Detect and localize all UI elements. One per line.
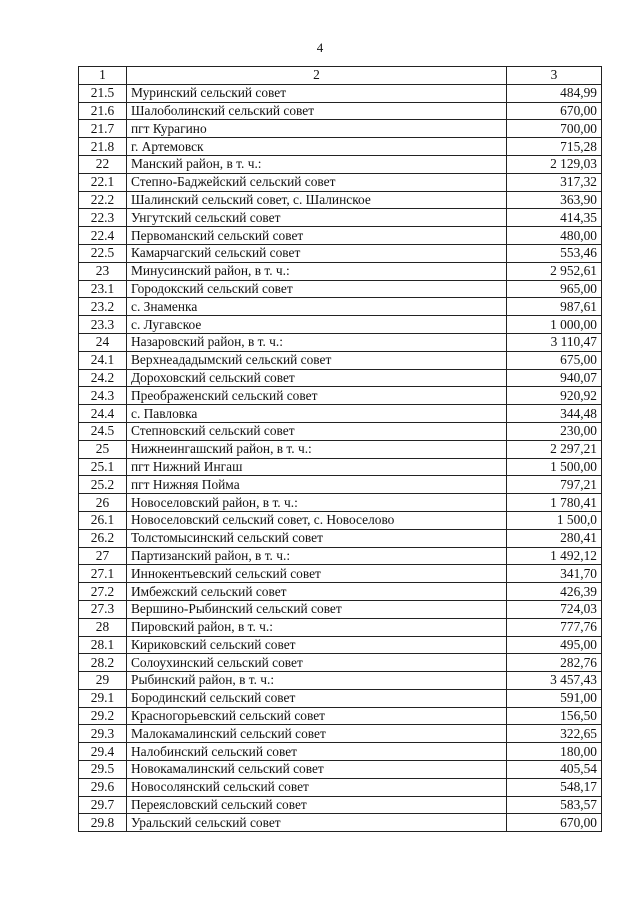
- row-name: Камарчагский сельский совет: [127, 244, 507, 262]
- table-row: [79, 191, 602, 209]
- row-name: с. Лугавское: [127, 316, 507, 334]
- row-number: 28.1: [79, 636, 127, 654]
- row-name: Пировский район, в т. ч.:: [127, 618, 507, 636]
- table-row: [79, 743, 602, 761]
- row-value: 363,90: [507, 191, 602, 209]
- row-number: 27: [79, 547, 127, 565]
- row-name: пгт Курагино: [127, 120, 507, 138]
- row-number: 24.3: [79, 387, 127, 405]
- row-number: 25: [79, 440, 127, 458]
- row-name: Новосолянский сельский совет: [127, 778, 507, 796]
- row-number: 23.1: [79, 280, 127, 298]
- table-row: [79, 120, 602, 138]
- table-row: [79, 778, 602, 796]
- row-name: Вершино-Рыбинский сельский совет: [127, 600, 507, 618]
- row-name: с. Павловка: [127, 405, 507, 423]
- row-value: 724,03: [507, 600, 602, 618]
- table-row: [79, 476, 602, 494]
- row-number: 24.1: [79, 351, 127, 369]
- row-name: с. Знаменка: [127, 298, 507, 316]
- row-value: 3 110,47: [507, 333, 602, 351]
- row-value: 3 457,43: [507, 672, 602, 690]
- table-row: [79, 369, 602, 387]
- table-row: [79, 422, 602, 440]
- table-row: [79, 84, 602, 102]
- row-name: Верхнеададымский сельский совет: [127, 351, 507, 369]
- table-header: [79, 67, 602, 85]
- row-number: 22.3: [79, 209, 127, 227]
- row-value: 495,00: [507, 636, 602, 654]
- row-name: Иннокентьевский сельский совет: [127, 565, 507, 583]
- table-row: [79, 333, 602, 351]
- row-name: Переясловский сельский совет: [127, 796, 507, 814]
- row-name: Рыбинский район, в т. ч.:: [127, 672, 507, 690]
- row-number: 21.5: [79, 84, 127, 102]
- row-number: 22.5: [79, 244, 127, 262]
- row-value: 670,00: [507, 102, 602, 120]
- table-row: [79, 689, 602, 707]
- row-number: 29.8: [79, 814, 127, 832]
- row-name: Шалоболинский сельский совет: [127, 102, 507, 120]
- row-name: г. Артемовск: [127, 138, 507, 156]
- row-value: 591,00: [507, 689, 602, 707]
- row-value: 344,48: [507, 405, 602, 423]
- row-value: 553,46: [507, 244, 602, 262]
- row-number: 22.1: [79, 173, 127, 191]
- data-table: [78, 66, 602, 832]
- table-row: [79, 227, 602, 245]
- row-number: 21.8: [79, 138, 127, 156]
- row-value: 280,41: [507, 529, 602, 547]
- row-value: 715,28: [507, 138, 602, 156]
- row-value: 322,65: [507, 725, 602, 743]
- row-value: 1 780,41: [507, 494, 602, 512]
- row-value: 341,70: [507, 565, 602, 583]
- table-row: [79, 511, 602, 529]
- table-row: [79, 458, 602, 476]
- row-number: 29.3: [79, 725, 127, 743]
- row-number: 22.2: [79, 191, 127, 209]
- table-row: [79, 600, 602, 618]
- row-number: 27.1: [79, 565, 127, 583]
- table-row: [79, 209, 602, 227]
- table-row: [79, 351, 602, 369]
- row-name: Малокамалинский сельский совет: [127, 725, 507, 743]
- row-name: Унгутский сельский совет: [127, 209, 507, 227]
- row-value: 797,21: [507, 476, 602, 494]
- header-col-3: 3: [507, 67, 602, 85]
- row-name: Дороховский сельский совет: [127, 369, 507, 387]
- row-number: 26.2: [79, 529, 127, 547]
- table-row: [79, 102, 602, 120]
- table-row: [79, 761, 602, 779]
- row-value: 230,00: [507, 422, 602, 440]
- row-value: 700,00: [507, 120, 602, 138]
- row-number: 23.3: [79, 316, 127, 334]
- table-row: [79, 796, 602, 814]
- table-body: [79, 84, 602, 831]
- row-name: пгт Нижний Ингаш: [127, 458, 507, 476]
- table-row: [79, 405, 602, 423]
- row-number: 29.6: [79, 778, 127, 796]
- row-value: 548,17: [507, 778, 602, 796]
- row-name: Муринский сельский совет: [127, 84, 507, 102]
- row-value: 426,39: [507, 583, 602, 601]
- header-row: [79, 67, 602, 85]
- row-name: Кириковский сельский совет: [127, 636, 507, 654]
- row-number: 29.2: [79, 707, 127, 725]
- table-row: [79, 707, 602, 725]
- row-number: 27.2: [79, 583, 127, 601]
- row-value: 2 952,61: [507, 262, 602, 280]
- table-row: [79, 387, 602, 405]
- row-name: Красногорьевский сельский совет: [127, 707, 507, 725]
- table-row: [79, 583, 602, 601]
- row-name: Городокский сельский совет: [127, 280, 507, 298]
- row-value: 965,00: [507, 280, 602, 298]
- table-row: [79, 565, 602, 583]
- row-value: 670,00: [507, 814, 602, 832]
- table-row: [79, 173, 602, 191]
- table-row: [79, 529, 602, 547]
- row-name: Новокамалинский сельский совет: [127, 761, 507, 779]
- row-number: 25.1: [79, 458, 127, 476]
- row-name: Толстомысинский сельский совет: [127, 529, 507, 547]
- table-row: [79, 636, 602, 654]
- table-row: [79, 725, 602, 743]
- table-row: [79, 672, 602, 690]
- table-row: [79, 262, 602, 280]
- row-value: 583,57: [507, 796, 602, 814]
- row-number: 28: [79, 618, 127, 636]
- row-name: Шалинский сельский совет, с. Шалинское: [127, 191, 507, 209]
- row-value: 1 500,0: [507, 511, 602, 529]
- row-value: 1 492,12: [507, 547, 602, 565]
- row-number: 25.2: [79, 476, 127, 494]
- table-row: [79, 547, 602, 565]
- table-row: [79, 155, 602, 173]
- header-col-2: 2: [127, 67, 507, 85]
- row-number: 22.4: [79, 227, 127, 245]
- row-value: 405,54: [507, 761, 602, 779]
- row-value: 940,07: [507, 369, 602, 387]
- row-value: 480,00: [507, 227, 602, 245]
- row-number: 29.4: [79, 743, 127, 761]
- row-number: 23: [79, 262, 127, 280]
- row-number: 29.5: [79, 761, 127, 779]
- row-value: 2 129,03: [507, 155, 602, 173]
- table-row: [79, 298, 602, 316]
- row-name: Солоухинский сельский совет: [127, 654, 507, 672]
- row-name: Налобинский сельский совет: [127, 743, 507, 761]
- row-number: 29.7: [79, 796, 127, 814]
- row-number: 24: [79, 333, 127, 351]
- row-name: Бородинский сельский совет: [127, 689, 507, 707]
- row-name: Новоселовский район, в т. ч.:: [127, 494, 507, 512]
- row-name: Уральский сельский совет: [127, 814, 507, 832]
- page-number: 4: [316, 40, 324, 55]
- row-value: 1 500,00: [507, 458, 602, 476]
- row-number: 28.2: [79, 654, 127, 672]
- row-name: Степно-Баджейский сельский совет: [127, 173, 507, 191]
- row-name: Манский район, в т. ч.:: [127, 155, 507, 173]
- row-name: Имбежский сельский совет: [127, 583, 507, 601]
- row-number: 26: [79, 494, 127, 512]
- row-number: 21.7: [79, 120, 127, 138]
- row-number: 29.1: [79, 689, 127, 707]
- row-value: 2 297,21: [507, 440, 602, 458]
- row-name: Минусинский район, в т. ч.:: [127, 262, 507, 280]
- row-number: 23.2: [79, 298, 127, 316]
- row-number: 26.1: [79, 511, 127, 529]
- row-number: 24.5: [79, 422, 127, 440]
- table-row: [79, 244, 602, 262]
- row-name: Партизанский район, в т. ч.:: [127, 547, 507, 565]
- row-value: 987,61: [507, 298, 602, 316]
- row-value: 282,76: [507, 654, 602, 672]
- row-value: 484,99: [507, 84, 602, 102]
- table-row: [79, 280, 602, 298]
- table-row: [79, 618, 602, 636]
- row-value: 414,35: [507, 209, 602, 227]
- row-name: Первоманский сельский совет: [127, 227, 507, 245]
- row-name: Преображенский сельский совет: [127, 387, 507, 405]
- row-name: Назаровский район, в т. ч.:: [127, 333, 507, 351]
- row-number: 21.6: [79, 102, 127, 120]
- table-row: [79, 494, 602, 512]
- row-number: 24.2: [79, 369, 127, 387]
- table-row: [79, 440, 602, 458]
- row-name: Степновский сельский совет: [127, 422, 507, 440]
- row-value: 156,50: [507, 707, 602, 725]
- row-number: 27.3: [79, 600, 127, 618]
- table-row: [79, 654, 602, 672]
- row-number: 29: [79, 672, 127, 690]
- row-name: Нижнеингашский район, в т. ч.:: [127, 440, 507, 458]
- table-row: [79, 138, 602, 156]
- row-value: 920,92: [507, 387, 602, 405]
- row-number: 24.4: [79, 405, 127, 423]
- row-value: 180,00: [507, 743, 602, 761]
- table-row: [79, 814, 602, 832]
- row-value: 1 000,00: [507, 316, 602, 334]
- row-value: 317,32: [507, 173, 602, 191]
- row-number: 22: [79, 155, 127, 173]
- row-name: пгт Нижняя Пойма: [127, 476, 507, 494]
- row-value: 675,00: [507, 351, 602, 369]
- row-name: Новоселовский сельский совет, с. Новоселово: [127, 511, 507, 529]
- table-row: [79, 316, 602, 334]
- header-col-1: 1: [79, 67, 127, 85]
- row-value: 777,76: [507, 618, 602, 636]
